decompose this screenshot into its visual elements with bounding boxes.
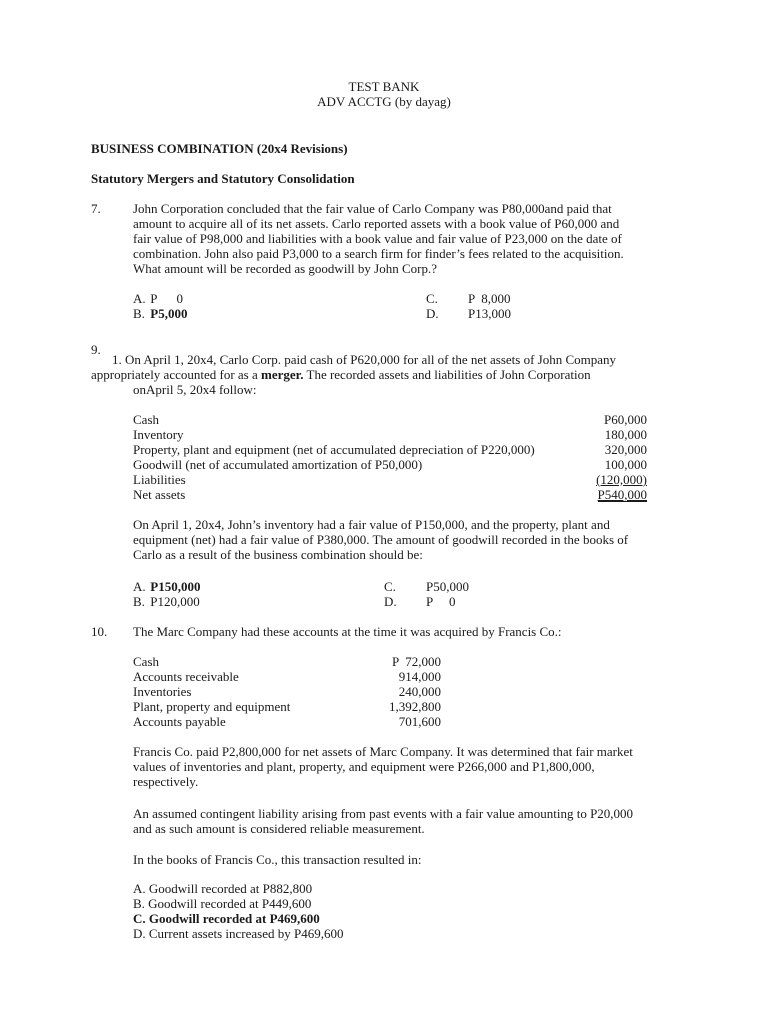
paragraph-line: respectively. — [133, 774, 199, 789]
question-text-line: Carlo as a result of the business combination should be: — [133, 547, 423, 562]
option-d: D. P13,000 — [426, 306, 511, 321]
paragraph-line: values of inventories and plant, property, and equipment were P266,000 and P1,800,000, — [133, 759, 595, 774]
option-a: A. P 0 — [133, 291, 183, 306]
table-row: Plant, property and equipment 1,392,800 — [133, 699, 441, 714]
table-row: Cash P60,000 — [133, 412, 647, 427]
table-row: Property, plant and equipment (net of accumulated depreciation of P220,000) 320,000 — [133, 442, 647, 457]
option-a: A. P150,000 — [133, 579, 201, 594]
option-d: D. P 0 — [384, 594, 456, 609]
table-row: Net assets P540,000 — [133, 487, 647, 502]
doc-title: TEST BANK — [348, 79, 420, 94]
section-heading: BUSINESS COMBINATION (20x4 Revisions) — [91, 141, 348, 156]
question-text-line: John Corporation concluded that the fair value of Carlo Company was P80,000and paid that — [133, 201, 612, 216]
table-row: Accounts payable 701,600 — [133, 714, 441, 729]
question-text-line: amount to acquire all of its net assets. Carlo reported assets with a book value of P60,000 and — [133, 216, 620, 231]
table-row: Accounts receivable 914,000 — [133, 669, 441, 684]
question-text-line: equipment (net) had a fair value of P380,000. The amount of goodwill recorded in the books of — [133, 532, 629, 547]
option-b: B. P120,000 — [133, 594, 200, 609]
question-text-line: combination. John also paid P3,000 to a search firm for finder’s fees related to the acquisition. — [133, 246, 624, 261]
option-a: A. Goodwill recorded at P882,800 — [133, 881, 313, 896]
option-b: B. Goodwill recorded at P449,600 — [133, 896, 312, 911]
question-text-line: appropriately accounted for as a merger. The recorded assets and liabilities of John Corporation — [91, 367, 591, 382]
question-text-line: onApril 5, 20x4 follow: — [133, 382, 257, 397]
question-text-line: fair value of P98,000 and liabilities with a book value and fair value of P23,000 on the date of — [133, 231, 622, 246]
option-c: C. P50,000 — [384, 579, 469, 594]
option-d: D. Current assets increased by P469,600 — [133, 926, 344, 941]
paragraph-line: and as such amount is considered reliable measurement. — [133, 821, 425, 836]
option-b: B. P5,000 — [133, 306, 188, 321]
table-row: Goodwill (net of accumulated amortization of P50,000) 100,000 — [133, 457, 647, 472]
question-number: 7. — [91, 201, 101, 216]
table-row: Liabilities (120,000) — [133, 472, 647, 487]
accounts-table — [133, 654, 441, 729]
question-number: 10. — [91, 624, 108, 639]
option-c: C. P 8,000 — [426, 291, 511, 306]
question-text-line: In the books of Francis Co., this transaction resulted in: — [133, 852, 422, 867]
question-text-line: On April 1, 20x4, John’s inventory had a fair value of P150,000, and the property, plant and — [133, 517, 610, 532]
question-text-line: The Marc Company had these accounts at the time it was acquired by Francis Co.: — [133, 624, 562, 639]
question-text-line: What amount will be recorded as goodwill by John Corp.? — [133, 261, 437, 276]
doc-subtitle: ADV ACCTG (by dayag) — [317, 94, 451, 109]
balance-table — [133, 412, 647, 502]
table-row: Inventory 180,000 — [133, 427, 647, 442]
option-c: C. Goodwill recorded at P469,600 — [133, 911, 320, 926]
question-number: 9. — [91, 342, 101, 357]
table-row: Cash P 72,000 — [133, 654, 441, 669]
question-text-line: 1. On April 1, 20x4, Carlo Corp. paid cash of P620,000 for all of the net assets of John Company — [112, 352, 617, 367]
section-subheading: Statutory Mergers and Statutory Consolidation — [91, 171, 355, 186]
paragraph-line: An assumed contingent liability arising from past events with a fair value amounting to P20,000 — [133, 806, 634, 821]
paragraph-line: Francis Co. paid P2,800,000 for net assets of Marc Company. It was determined that fair market — [133, 744, 633, 759]
table-row: Inventories 240,000 — [133, 684, 441, 699]
